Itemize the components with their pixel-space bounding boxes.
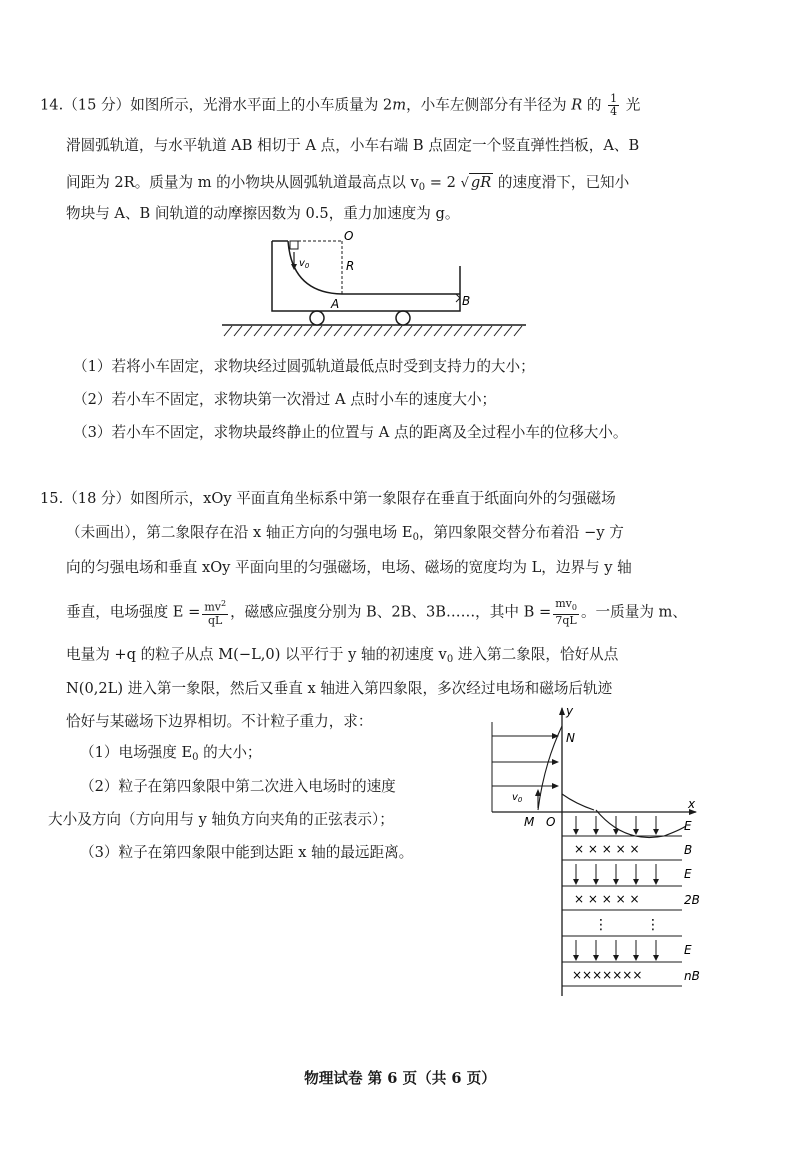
p15-q1a: （1）电场强度 E [80,744,193,761]
frac-den: 4 [610,105,618,118]
p15-line-5 [66,645,618,670]
p14-line-3: 间距为 2R。质量为 m 的小物块从圆弧轨道最高点以 $v_0 = 2$ √ gR 的速度滑下，已知小 [66,174,630,193]
p15-q2b: 大小及方向（方向用与 y 轴负方向夹角的正弦表示）； [48,811,394,828]
label-R: R [346,259,355,273]
label-y: y [566,704,574,718]
trajectory-q1 [562,794,594,810]
label-v0-2: $v_0$ [512,792,523,804]
label-M: M [524,815,535,829]
arc-track [288,241,460,294]
p15-line-6: N(0,2L) 进入第一象限，然后又垂直 x 轴进入第四象限，多次经过电场和磁场后轨迹 [66,680,613,697]
dots-left: ⋮ [594,917,608,933]
E0-sub-2: 0 [192,752,199,763]
p15-q1b: 的大小； [198,744,262,761]
frac-num: 1 [610,92,618,105]
quarter-fraction [608,93,619,118]
small-block [290,241,298,249]
label-E-3: E [684,943,692,957]
p15-line-1: 15.（18 分）如图所示，xOy 平面直角坐标系中第一象限存在垂直于纸面向外的匀强磁场 [40,490,616,507]
p14-mid1: ，小车左侧部分有半径为 [406,96,572,114]
p15-q3: （3）粒子在第四象限中能到达距 x 轴的最远距离。 [80,844,414,861]
p15-line2b: ，第四象限交替分布着沿 −y 方 [418,524,624,541]
p14-line3a: 间距为 2R。质量为 m 的小物块从圆弧轨道最高点以 v [66,174,419,191]
v0-sub-2: 0 [446,654,454,665]
p15-line-3: 向的匀强电场和垂直 xOy 平面向里的匀强磁场，电场、磁场的宽度均为 L，边界与 y 轴 [66,559,632,576]
p14-line-4: 物块与 A、B 间轨道的动摩擦因数为 0.5，重力加速度为 g。 [66,205,460,222]
sqrt-gR: gR [470,174,492,191]
label-N: N [566,731,575,745]
trajectory-q4 [596,810,686,838]
E-fraction [202,598,228,627]
p14-line3b: = 2 [425,174,461,191]
p14-line3c: 的速度滑下，已知小 [493,174,630,191]
p15-line4a: 垂直，电场强度 E = [66,603,201,621]
label-E-2: E [684,867,692,881]
p14-figure [220,228,530,340]
p14-mass: m [392,96,407,114]
p14-q1: （1）若将小车固定，求物块经过圆弧轨道最低点时受到支持力的大小； [73,358,535,375]
label-v0: $v_0$ [299,258,310,270]
label-x: x [688,797,696,811]
label-E-1: E [684,819,692,833]
p15-q1 [80,743,262,768]
label-A: A [331,297,340,311]
E-den: qL [208,613,223,627]
region-boundaries [562,836,682,986]
page-footer: 物理试卷 第 6 页（共 6 页） [304,1070,496,1087]
p14-line-1 [40,93,640,118]
crosses-nB: ××××××× [572,968,643,982]
p14-tail1: 光 [621,96,641,114]
B-den: 7qL [555,614,577,628]
E0-sub: 0 [412,532,419,543]
p14-q2: （2）若小车不固定，求物块第一次滑过 A 点时小车的速度大小； [73,391,497,408]
p14-q3: （3）若小车不固定，求物块最终静止的位置与 A 点的距离及全过程小车的位移大小。 [73,424,628,441]
p15-line4b: ，磁感应强度分别为 B、2B、3B……，其中 B = [230,603,552,621]
p15-q2a: （2）粒子在第四象限中第二次进入电场时的速度 [80,778,396,795]
label-O2: O [546,815,556,829]
p14-line-2: 滑圆弧轨道，与水平轨道 AB 相切于 A 点，小车右端 B 点固定一个竖直弹性挡板，A、B [66,137,640,154]
B-num: $mv_0$ [553,598,579,615]
v0-arrowhead [535,789,541,796]
label-nB: nB [684,969,700,983]
dots-right: ⋮ [646,917,660,933]
p15-line5b: 进入第二象限，恰好从点 [453,646,619,663]
label-B: B [462,294,471,308]
crosses-2B: × × × × × [574,892,640,906]
p15-line4c: 。一质量为 m、 [580,603,687,621]
p14-radius: R [571,96,583,114]
crosses-B: × × × × × [574,842,640,856]
p15-line-2 [66,523,624,548]
B-fraction [553,598,579,627]
E-num: $mv^2$ [204,599,227,614]
p14-head: 14.（15 分）如图所示，光滑水平面上的小车质量为 2 [40,96,393,114]
label-2B: 2B [684,893,700,907]
trajectory-q2 [538,726,562,810]
left-wheel [310,311,324,325]
p15-line-4 [66,598,687,627]
y-axis-arrow [559,707,565,715]
p15-line5a: 电量为 +q 的粒子从点 M(−L,0) 以平行于 y 轴的初速度 v [66,646,447,663]
v0-sub: 0 [418,182,426,193]
p14-mid2: 的 [582,96,607,114]
ground-hatch [224,326,522,336]
right-wheel [396,311,410,325]
label-O: O [344,229,354,243]
p15-figure [484,704,714,1004]
label-B-1: B [684,843,693,857]
p15-line2a: （未画出），第二象限存在沿 x 轴正方向的匀强电场 E [66,524,413,541]
p15-line-7: 恰好与某磁场下边界相切。不计粒子重力，求： [66,713,373,730]
